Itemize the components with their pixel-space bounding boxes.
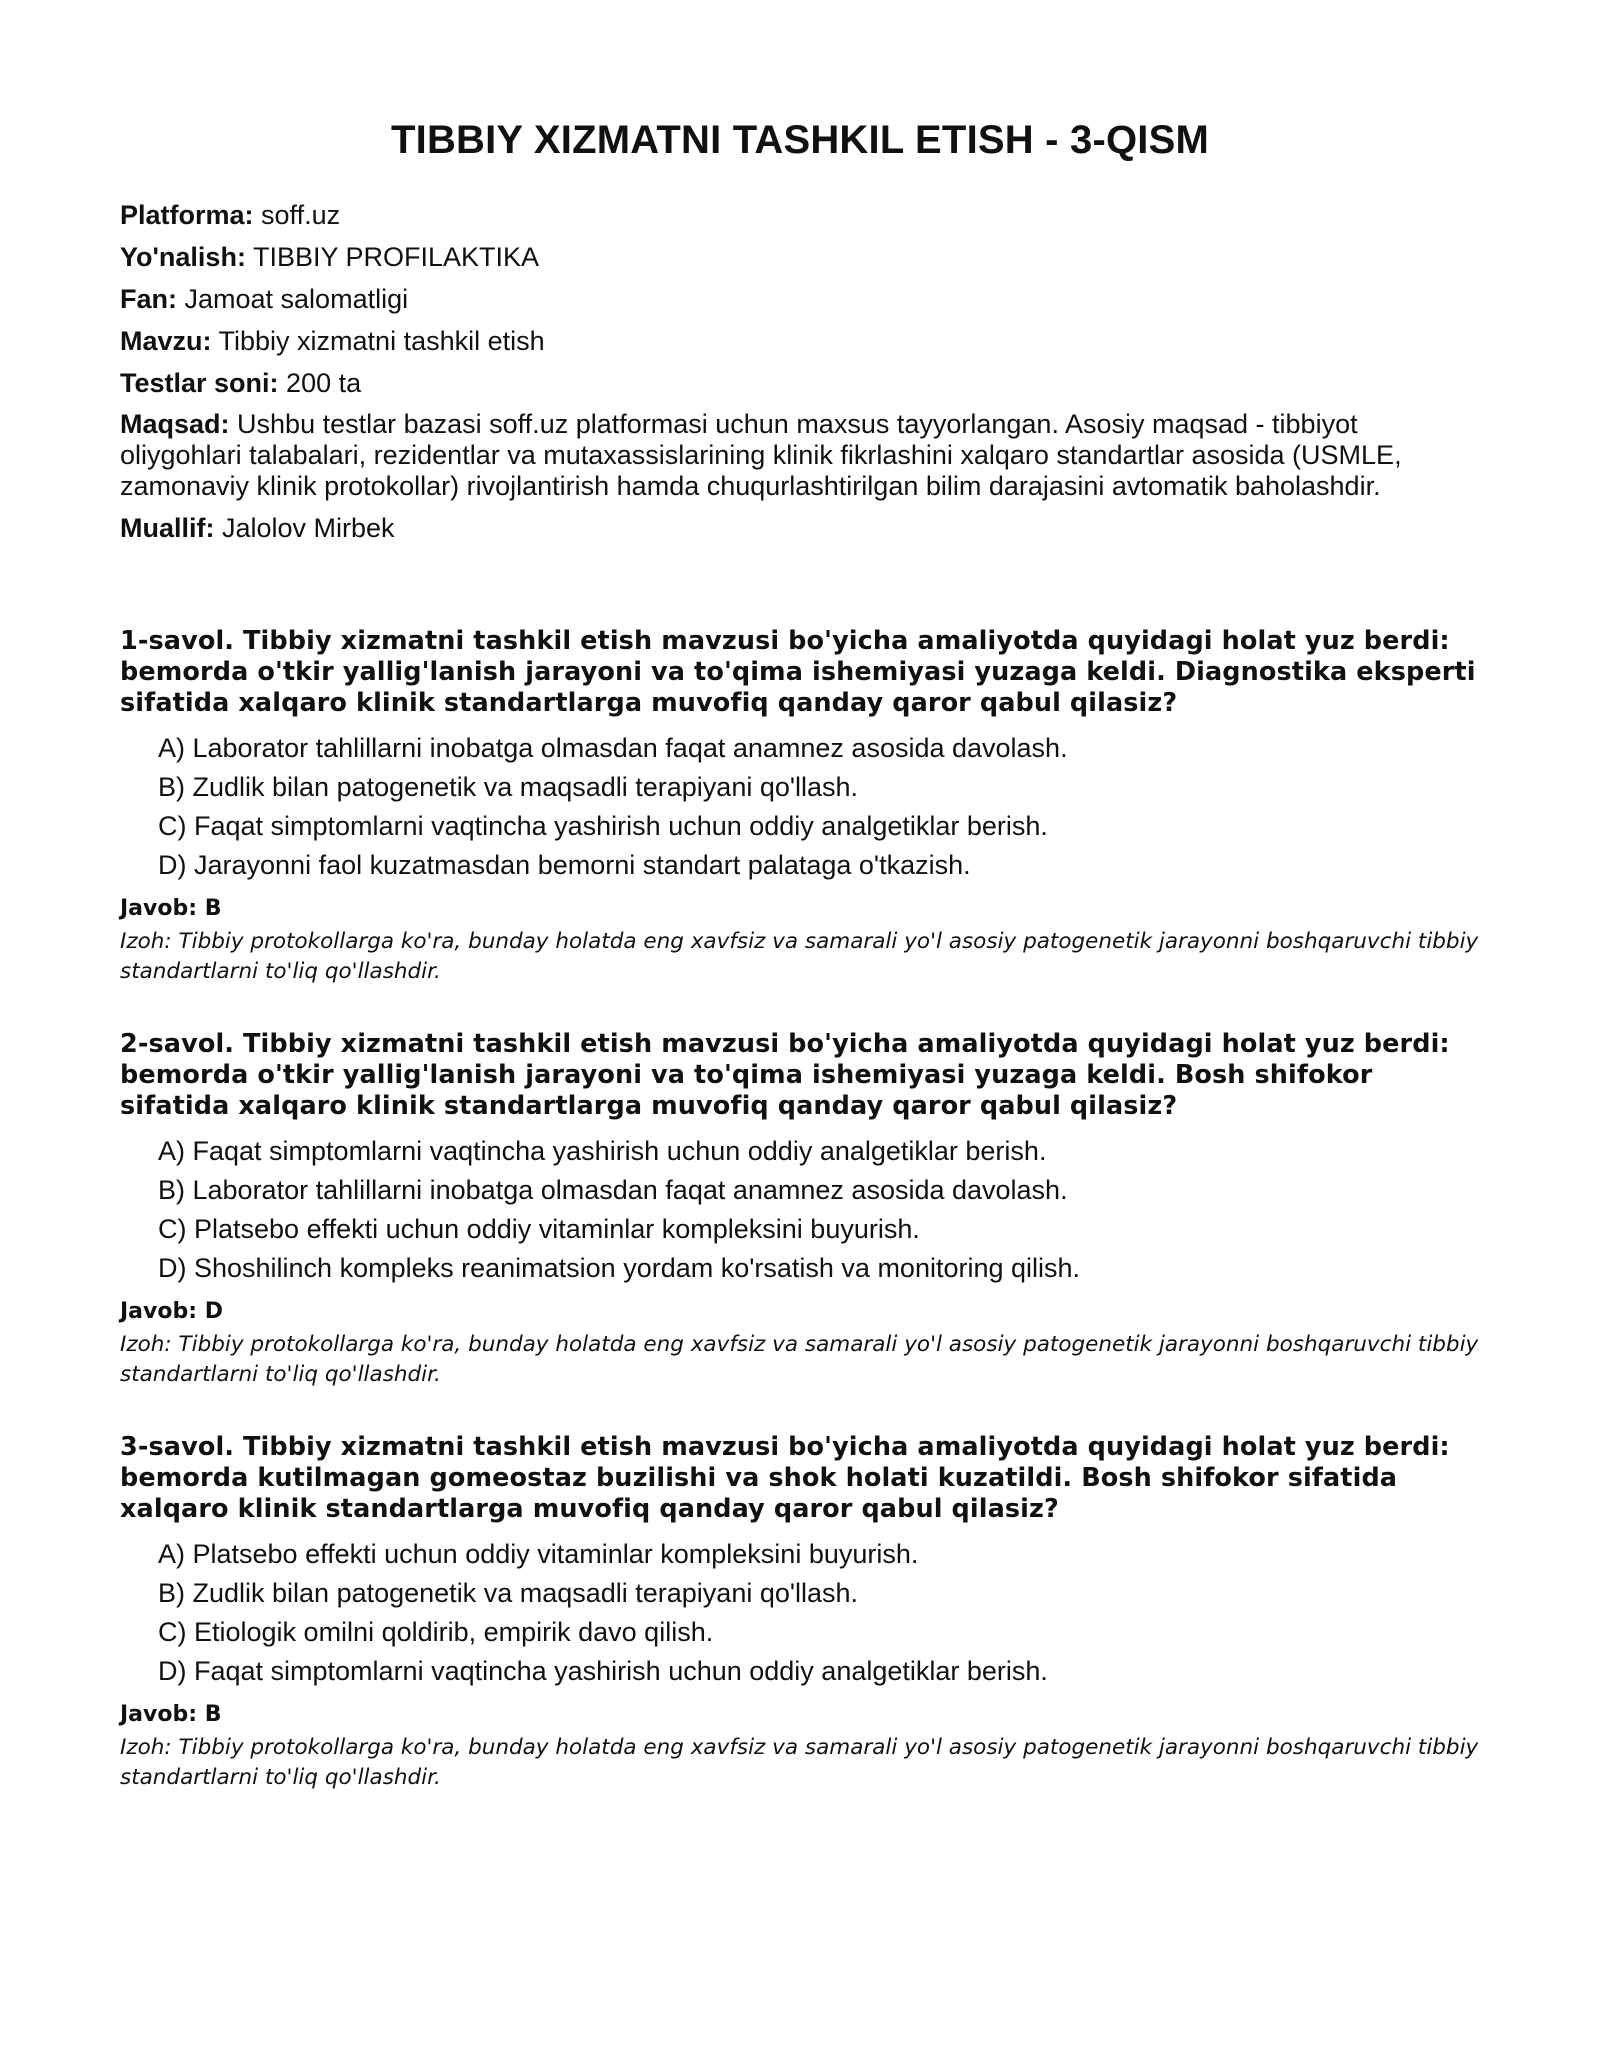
meta-label: Fan: bbox=[120, 284, 177, 314]
explanation-text: Izoh: Tibbiy protokollarga ko'ra, bunday holatda eng xavfsiz va samarali yo'l asosiy patogenetik jarayonni boshqaruvchi tibbiy standartlarni to'liq qo'llashdir. bbox=[120, 1735, 1479, 1790]
option-b: B) Zudlik bilan patogenetik va maqsadli terapiyani qo'llash. bbox=[158, 772, 859, 802]
option-c: C) Platsebo effekti uchun oddiy vitaminlar kompleksini buyurish. bbox=[158, 1214, 920, 1244]
question-block bbox=[120, 1432, 1480, 1793]
question-text: 1-savol. Tibbiy xizmatni tashkil etish mavzusi bo'yicha amaliyotda quyidagi holat yuz berdi: bemorda o'tkir yallig'lanish jarayoni va to'qima ishemiyasi yuzaga keldi. Diagnostika eksperti sifatida xalqaro klinik standartlarga muvofiq qanday qaror qabul qilasiz? bbox=[120, 626, 1476, 718]
meta-platform bbox=[120, 199, 1480, 231]
answer-label: Javob: D bbox=[120, 1299, 223, 1324]
meta-goal bbox=[120, 409, 1480, 502]
meta-topic bbox=[120, 325, 1480, 357]
meta-label: Maqsad: bbox=[120, 409, 230, 439]
explanation-text: Izoh: Tibbiy protokollarga ko'ra, bunday holatda eng xavfsiz va samarali yo'l asosiy patogenetik jarayonni boshqaruvchi tibbiy standartlarni to'liq qo'llashdir. bbox=[120, 1332, 1479, 1387]
meta-author bbox=[120, 512, 1480, 544]
option-list bbox=[120, 1132, 1480, 1288]
question-text: 3-savol. Tibbiy xizmatni tashkil etish mavzusi bo'yicha amaliyotda quyidagi holat yuz berdi: bemorda kutilmagan gomeostaz buzilishi va shok holati kuzatildi. Bosh shifokor sifatida xalqaro klinik standartlarga muvofiq qanday qaror qabul qilasiz? bbox=[120, 1432, 1450, 1524]
answer-label: Javob: B bbox=[120, 1702, 222, 1727]
option-d: D) Faqat simptomlarni vaqtincha yashirish uchun oddiy analgetiklar berish. bbox=[158, 1656, 1048, 1686]
meta-label: Platforma: bbox=[120, 200, 254, 230]
option-a: A) Laborator tahlillarni inobatga olmasdan faqat anamnez asosida davolash. bbox=[158, 733, 1068, 763]
option-d: D) Jarayonni faol kuzatmasdan bemorni standart palataga o'tkazish. bbox=[158, 850, 971, 880]
meta-value: Jalolov Mirbek bbox=[214, 513, 395, 543]
page-title: TIBBIY XIZMATNI TASHKIL ETISH - 3-QISM bbox=[391, 118, 1209, 162]
meta-section bbox=[120, 199, 1480, 544]
option-a: A) Faqat simptomlarni vaqtincha yashirish uchun oddiy analgetiklar berish. bbox=[158, 1136, 1047, 1166]
option-c: C) Etiologik omilni qoldirib, empirik davo qilish. bbox=[158, 1617, 714, 1647]
answer-label: Javob: B bbox=[120, 896, 222, 921]
meta-test-count bbox=[120, 367, 1480, 399]
meta-label: Testlar soni: bbox=[120, 368, 279, 398]
meta-value: 200 ta bbox=[278, 368, 362, 398]
option-c: C) Faqat simptomlarni vaqtincha yashirish uchun oddiy analgetiklar berish. bbox=[158, 811, 1048, 841]
meta-label: Yo'nalish: bbox=[120, 242, 246, 272]
option-list bbox=[120, 1535, 1480, 1691]
option-a: A) Platsebo effekti uchun oddiy vitaminlar kompleksini buyurish. bbox=[158, 1539, 919, 1569]
meta-value: TIBBIY PROFILAKTIKA bbox=[245, 242, 540, 272]
question-block bbox=[120, 1029, 1480, 1390]
question-block bbox=[120, 626, 1480, 987]
option-list bbox=[120, 729, 1480, 885]
meta-label: Muallif: bbox=[120, 513, 215, 543]
question-text: 2-savol. Tibbiy xizmatni tashkil etish mavzusi bo'yicha amaliyotda quyidagi holat yuz berdi: bemorda o'tkir yallig'lanish jarayoni va to'qima ishemiyasi yuzaga keldi. Bosh shifokor sifatida xalqaro klinik standartlarga muvofiq qanday qaror qabul qilasiz? bbox=[120, 1029, 1450, 1121]
explanation-text: Izoh: Tibbiy protokollarga ko'ra, bunday holatda eng xavfsiz va samarali yo'l asosiy patogenetik jarayonni boshqaruvchi tibbiy standartlarni to'liq qo'llashdir. bbox=[120, 929, 1479, 984]
option-b: B) Zudlik bilan patogenetik va maqsadli terapiyani qo'llash. bbox=[158, 1578, 859, 1608]
meta-value: Tibbiy xizmatni tashkil etish bbox=[211, 326, 545, 356]
option-b: B) Laborator tahlillarni inobatga olmasdan faqat anamnez asosida davolash. bbox=[158, 1175, 1068, 1205]
meta-value: Jamoat salomatligi bbox=[177, 284, 409, 314]
option-d: D) Shoshilinch kompleks reanimatsion yordam ko'rsatish va monitoring qilish. bbox=[158, 1253, 1081, 1283]
section-spacer bbox=[120, 554, 1480, 626]
meta-value: soff.uz bbox=[253, 200, 341, 230]
meta-subject bbox=[120, 283, 1480, 315]
meta-direction bbox=[120, 241, 1480, 273]
meta-value: Ushbu testlar bazasi soff.uz platformasi uchun maxsus tayyorlangan. Asosiy maqsad - tibbiyot oliygohlari talabalari, rezidentlar va mutaxassislarining klinik fikrlashini xalqaro standartlar asosida (USMLE, zamonaviy klinik protokollar) rivojlantirish hamda chuqurlashtirilgan bilim darajasini avtomatik baholashdir. bbox=[120, 409, 1402, 501]
meta-label: Mavzu: bbox=[120, 326, 212, 356]
